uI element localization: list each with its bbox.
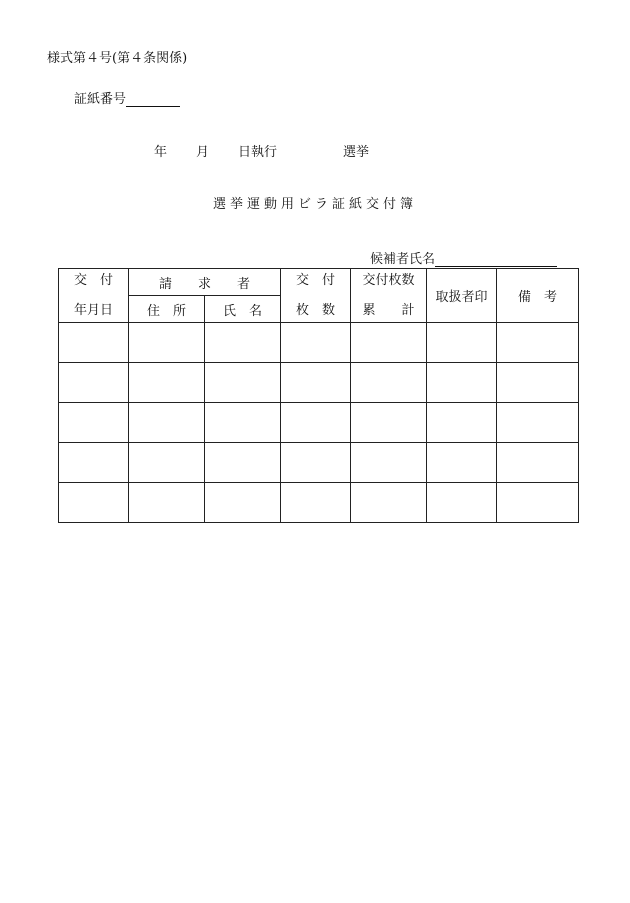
table-row [59,363,579,403]
candidate-name-label: 候補者氏名 [370,252,436,267]
handler-seal-cell[interactable] [427,363,497,403]
cumulative-header-bottom: 累 計 [362,303,415,318]
name-cell[interactable] [205,483,281,523]
remarks-header: 備 考 [497,269,579,323]
month-label: 月 [196,145,210,160]
header-row-1 [59,269,579,296]
issue-date-cell[interactable] [59,403,129,443]
handler-seal-cell[interactable] [427,443,497,483]
name-cell[interactable] [205,443,281,483]
stamp-number-label: 証紙番号 [74,92,127,107]
page-title: 選挙運動用ビラ証紙交付簿 [212,197,417,212]
cumulative-header [351,269,427,323]
cumulative-cell[interactable] [351,363,427,403]
address-header: 住 所 [129,296,205,323]
issue-count-cell[interactable] [281,483,351,523]
issue-date-header [59,269,129,323]
candidate-name-blank[interactable] [435,253,557,267]
name-cell[interactable] [205,323,281,363]
remarks-cell[interactable] [497,403,579,443]
ledger-table [58,268,579,523]
election-label: 選挙 [343,145,370,160]
name-cell[interactable] [205,363,281,403]
day-label: 日執行 [238,145,278,160]
remarks-cell[interactable] [497,323,579,363]
issue-count-cell[interactable] [281,443,351,483]
name-header: 氏 名 [205,296,281,323]
table-row [59,443,579,483]
cumulative-cell[interactable] [351,483,427,523]
table-row [59,483,579,523]
table-row [59,403,579,443]
remarks-cell[interactable] [497,483,579,523]
issue-date-cell[interactable] [59,363,129,403]
issue-count-header-bottom: 枚 数 [296,303,336,318]
address-cell[interactable] [129,363,205,403]
remarks-cell[interactable] [497,443,579,483]
election-date-line [154,141,369,160]
year-label: 年 [154,145,168,160]
address-cell[interactable] [129,323,205,363]
candidate-name-field [370,248,557,267]
stamp-number-blank[interactable] [126,93,180,107]
issue-date-cell[interactable] [59,323,129,363]
name-cell[interactable] [205,403,281,443]
issue-count-header [281,269,351,323]
issue-count-cell[interactable] [281,323,351,363]
cumulative-cell[interactable] [351,443,427,483]
handler-seal-cell[interactable] [427,403,497,443]
address-cell[interactable] [129,483,205,523]
table-row [59,323,579,363]
handler-seal-cell[interactable] [427,323,497,363]
issue-count-cell[interactable] [281,363,351,403]
address-cell[interactable] [129,403,205,443]
form-number: 様式第４号(第４条関係) [47,51,188,66]
remarks-cell[interactable] [497,363,579,403]
cumulative-cell[interactable] [351,323,427,363]
issue-count-header-top: 交 付 [296,273,336,288]
issue-date-cell[interactable] [59,483,129,523]
cumulative-cell[interactable] [351,403,427,443]
cumulative-header-top: 交付枚数 [362,273,415,288]
stamp-number-field [74,88,180,107]
issue-count-cell[interactable] [281,403,351,443]
issue-date-cell[interactable] [59,443,129,483]
issue-date-header-top: 交 付 [73,273,113,288]
requester-header: 請 求 者 [129,269,281,296]
ledger-body [59,323,579,523]
address-cell[interactable] [129,443,205,483]
handler-seal-cell[interactable] [427,483,497,523]
issue-date-header-bottom: 年月日 [73,303,113,318]
handler-seal-header: 取扱者印 [427,269,497,323]
